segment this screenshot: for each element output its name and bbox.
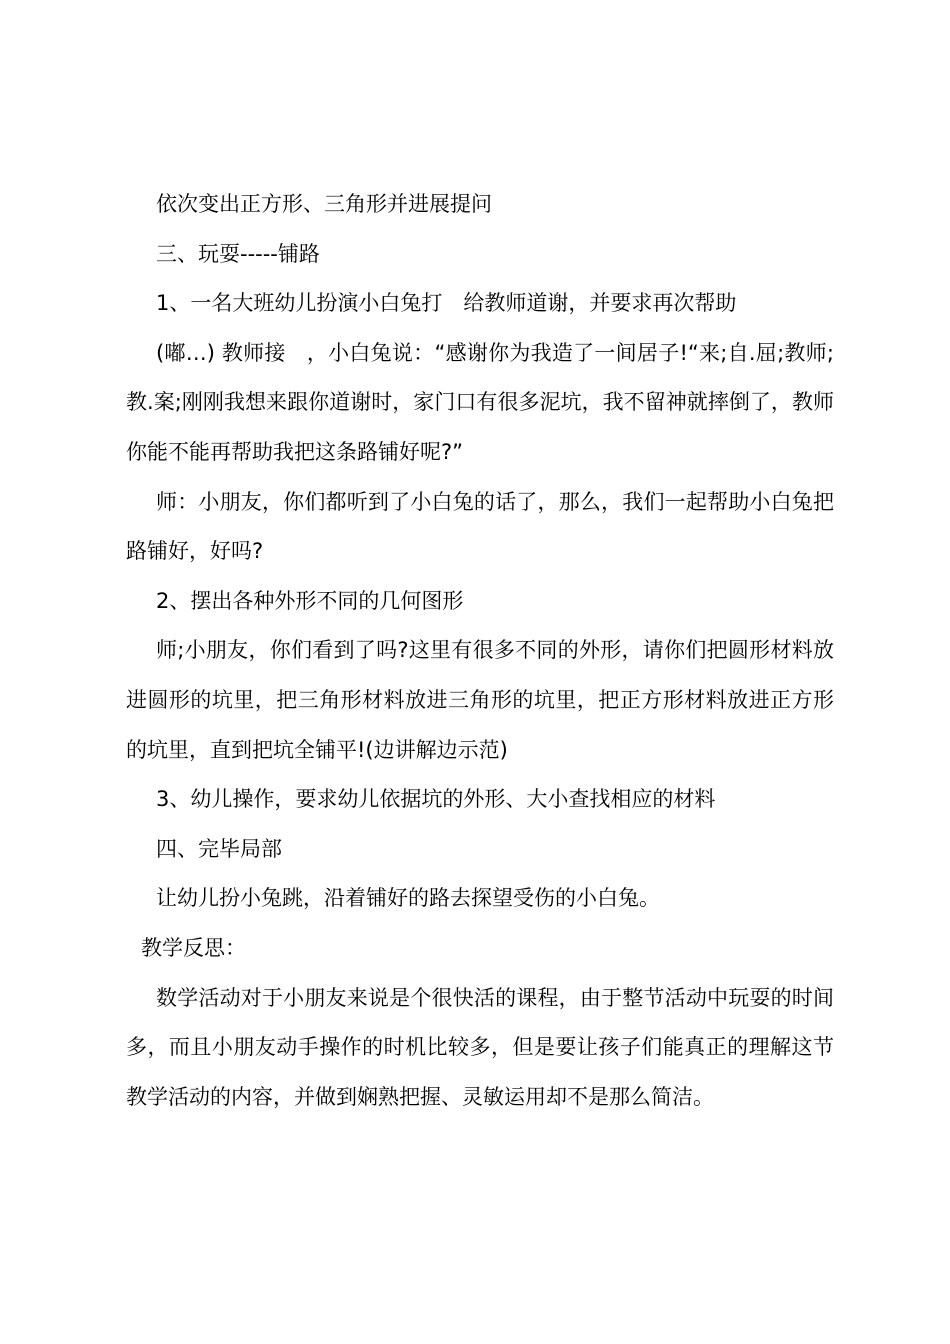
paragraph-shape-questions: 依次变出正方形、三角形并进展提问: [156, 192, 492, 216]
paragraph-rabbit-visit: 让幼儿扮小兔跳，沿着铺好的路去探望受伤的小白兔。: [156, 886, 660, 911]
paragraph-teacher-instructions: 师;小朋友，你们看到了吗?这里有很多不同的外形，请你们把圆形材料放进圆形的坑里，把三角形材料放进三角形的坑里，把正方形材料放进正方形的坑里，直到把坑全铺平!(边讲解边示范): [126, 638, 834, 762]
document-body: [126, 180, 834, 1122]
section-heading-paving: 三、玩耍-----铺路: [156, 241, 320, 266]
paragraph-shapes-setup: 2、摆出各种外形不同的几何图形: [156, 588, 464, 613]
section-heading-ending: 四、完毕局部: [156, 836, 282, 861]
paragraph-teacher-prompt: 师：小朋友，你们都听到了小白兔的话了，那么，我们一起帮助小白兔把路铺好，好吗?: [126, 489, 834, 564]
paragraph-rabbit-role: 1、一名大班幼儿扮演小白兔打 给教师道谢，并要求再次帮助: [156, 291, 737, 316]
paragraph-child-operation: 3、幼儿操作，要求幼儿依据坑的外形、大小查找相应的材料: [156, 787, 716, 812]
paragraph-rabbit-speech: (嘟…) 教师接 ，小白兔说：“感谢你为我造了一间居子!“来;自.屈;教师;教.案;刚刚我想来跟你道谢时，家门口有很多泥坑，我不留神就摔倒了，教师你能不能再帮助我把这条路铺好呢?”: [126, 340, 834, 464]
paragraph-reflection-body: 数学活动对于小朋友来说是个很快活的课程，由于整节活动中玩耍的时间多，而且小朋友动手操作的时机比较多，但是要让孩子们能真正的理解这节教学活动的内容，并做到娴熟把握、灵敏运用却不是那么简洁。: [126, 985, 834, 1109]
heading-teaching-reflection: 教学反思：: [141, 935, 246, 960]
